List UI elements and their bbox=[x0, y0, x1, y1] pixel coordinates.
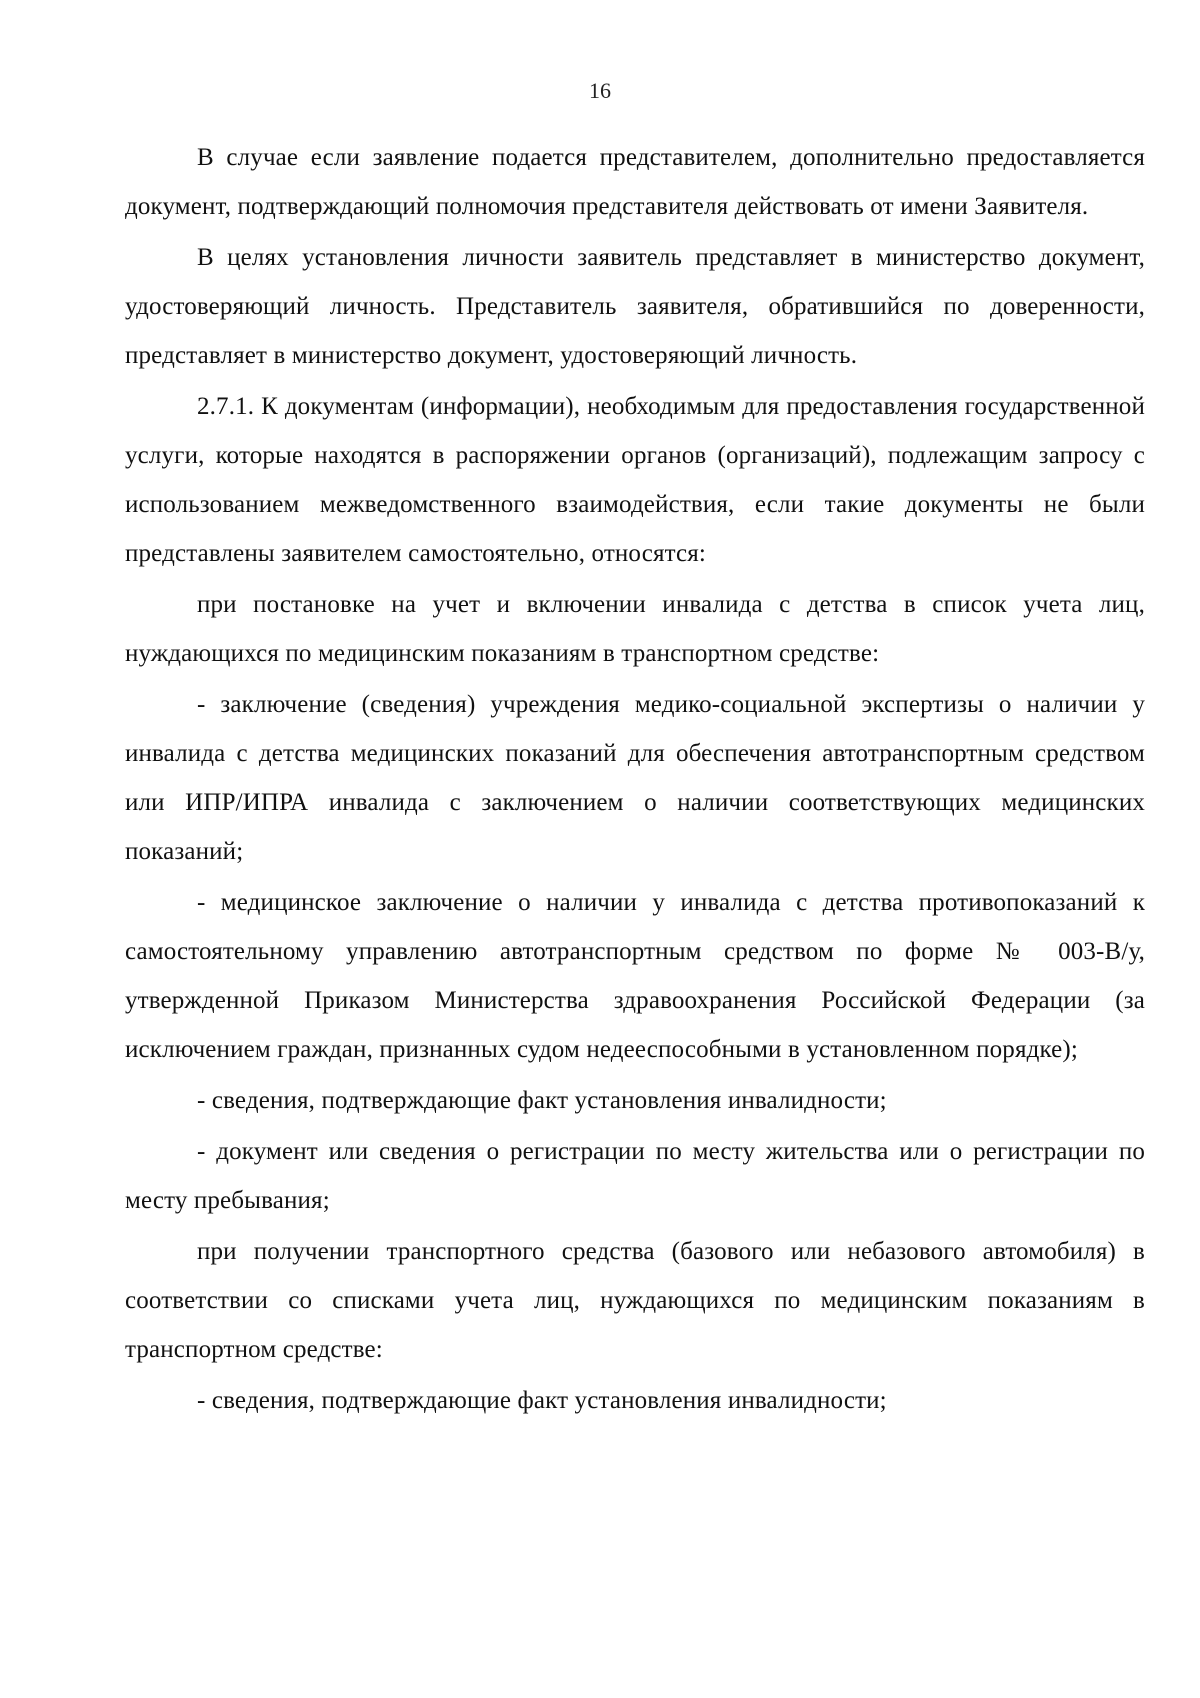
list-item-medical-conclusion: - медицинское заключение о наличии у инвалида с детства противопоказаний к самостоятельному управлению автотранспортным средством по форме № 003-В/у, утвержденной Приказом Министерства здравоохранения Российской Федерации (за исключением граждан, признанных судом недееспособными в установленном порядке); bbox=[125, 889, 1145, 1063]
list-item-disability-info-2: - сведения, подтверждающие факт установления инвалидности; bbox=[197, 1387, 887, 1414]
list-item-residence-registration: - документ или сведения о регистрации по месту жительства или о регистрации по месту пребывания; bbox=[125, 1138, 1145, 1214]
paragraph-section-2-7-1: 2.7.1. К документам (информации), необходимым для предоставления государственной услуги, которые находятся в распоряжении органов (организаций), подлежащим запросу с использованием межведомственного взаимодействия, если такие документы не были представлены заявителем самостоятельно, относятся: bbox=[125, 393, 1145, 567]
document-body bbox=[125, 133, 1145, 1427]
paragraph-identity-verification: В целях установления личности заявитель представляет в министерство документ, удостоверяющий личность. Представитель заявителя, обратившийся по доверенности, представляет в министерство документ, удостоверяющий личность. bbox=[125, 244, 1145, 369]
paragraph-representative-application: В случае если заявление подается представителем, дополнительно предоставляется документ, подтверждающий полномочия представителя действовать от имени Заявителя. bbox=[125, 144, 1145, 220]
list-item-disability-info: - сведения, подтверждающие факт установления инвалидности; bbox=[197, 1087, 887, 1114]
paragraph-registration-intro: при постановке на учет и включении инвалида с детства в список учета лиц, нуждающихся по медицинским показаниям в транспортном средстве: bbox=[125, 591, 1145, 667]
paragraph-vehicle-receipt-intro: при получении транспортного средства (базового или небазового автомобиля) в соответствии со списками учета лиц, нуждающихся по медицинским показаниям в транспортном средстве: bbox=[125, 1238, 1145, 1363]
list-item-mse-conclusion: - заключение (сведения) учреждения медико-социальной экспертизы о наличии у инвалида с детства медицинских показаний для обеспечения автотранспортным средством или ИПР/ИПРА инвалида с заключением о наличии соответствующих медицинских показаний; bbox=[125, 691, 1145, 865]
page-number: 16 bbox=[589, 78, 611, 103]
